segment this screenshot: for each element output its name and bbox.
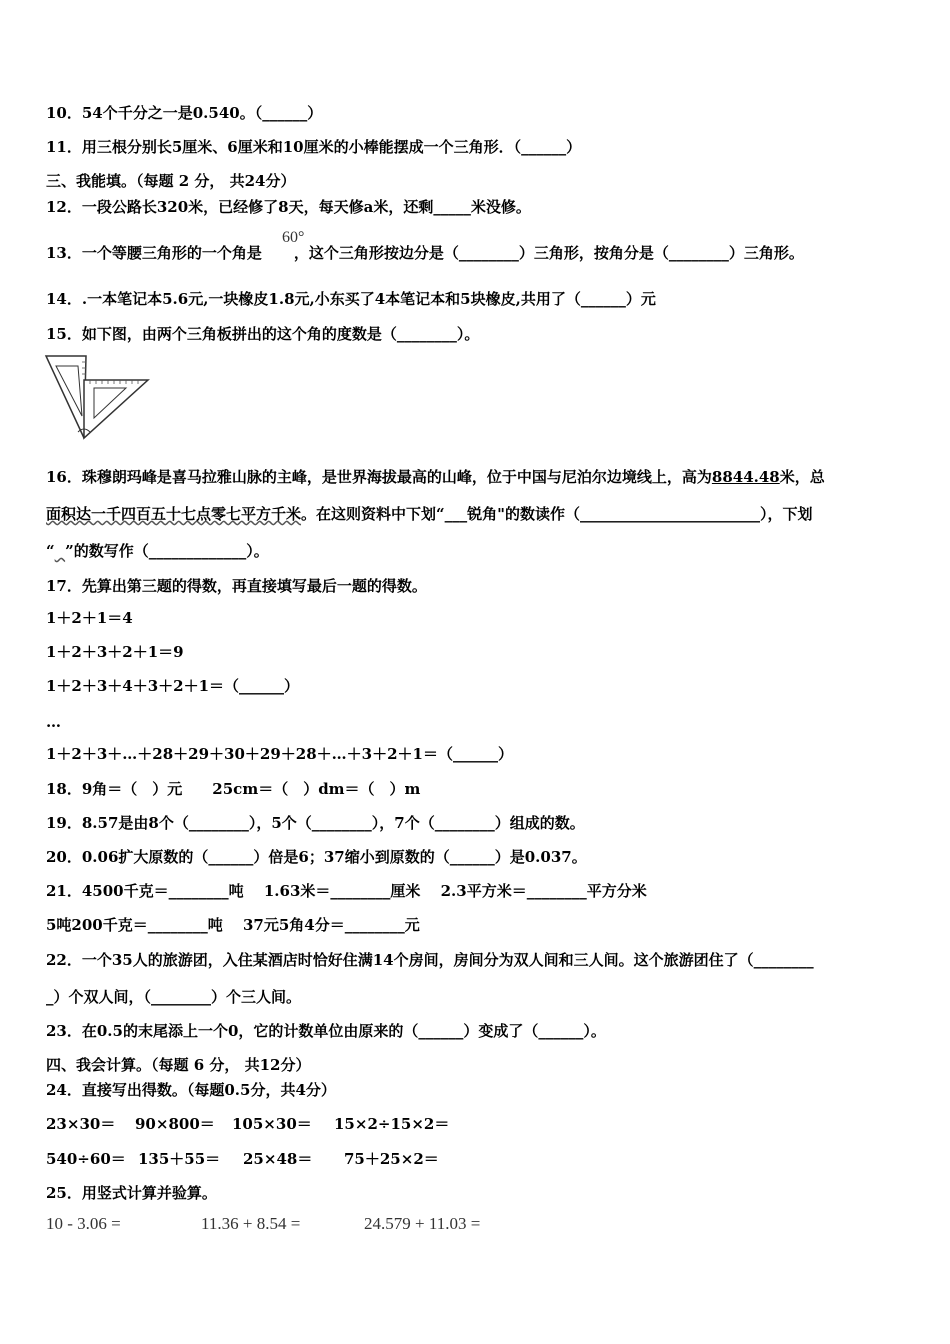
question-16-line-1 <box>46 467 825 487</box>
open-quote: “ <box>46 542 55 560</box>
vertical-calc-3: 24.579 + 11.03 = <box>364 1214 481 1233</box>
wavy-mark <box>55 542 65 560</box>
section-3-heading: 三、我能填。（每题 2 分， 共24分） <box>46 172 296 190</box>
q17-expression-3: 1＋2＋3＋4＋3＋2＋1＝（______） <box>46 677 300 695</box>
angle-60-degree: 60° <box>282 229 305 246</box>
q17-ellipsis: … <box>46 713 61 731</box>
calc-item: 25×48＝ <box>243 1150 313 1168</box>
question-22-line-2: _）个双人间，（________）个三人间。 <box>46 988 302 1006</box>
question-21-line-2: 5吨200千克＝________吨 37元5角4分＝________元 <box>46 916 420 934</box>
calc-item: 90×800＝ <box>135 1115 215 1133</box>
vertical-calc-1: 10 - 3.06 = <box>46 1214 121 1233</box>
question-18: 18．9角＝（ ）元 25cm＝（ ）dm＝（ ）m <box>46 780 421 798</box>
question-12: 12．一段公路长320米，已经修了8天，每天修a米，还剩_____米没修。 <box>46 198 531 216</box>
question-13-suffix: ，这个三角形按边分是（________）三角形，按角分是（________）三角形。 <box>293 244 804 262</box>
question-19: 19．8.57是由8个（________），5个（________），7个（________）组成的数。 <box>46 814 585 832</box>
question-10: 10．54个千分之一是0.540。（______） <box>46 104 323 122</box>
question-16-line-3 <box>46 541 269 561</box>
q17-expression-2: 1＋2＋3＋2＋1＝9 <box>46 643 184 661</box>
question-14: 14．.一本笔记本5.6元,一块橡皮1.8元,小东买了4本笔记本和5块橡皮,共用了（______）元 <box>46 290 656 308</box>
calc-item: 135＋55＝ <box>138 1150 221 1168</box>
calc-item: 15×2÷15×2＝ <box>334 1115 450 1133</box>
question-13-prefix: 13．一个等腰三角形的一个角是 <box>46 244 262 262</box>
question-25: 25．用竖式计算并验算。 <box>46 1184 217 1202</box>
question-20: 20．0.06扩大原数的（______）倍是6；37缩小到原数的（______）是0.037。 <box>46 848 587 866</box>
question-16-line-3-text: ”的数写作（_____________）。 <box>65 542 269 560</box>
question-17: 17．先算出第三题的得数，再直接填写最后一题的得数。 <box>46 577 427 595</box>
vertical-calc-2: 11.36 + 8.54 = <box>201 1214 301 1233</box>
calc-item: 75＋25×2＝ <box>344 1150 439 1168</box>
question-23: 23．在0.5的末尾添上一个0，它的计数单位由原来的（______）变成了（______）。 <box>46 1022 606 1040</box>
wavy-underlined-text: 面积达一千四百五十七点零七平方千米 <box>46 505 302 523</box>
question-13 <box>46 243 804 263</box>
question-16-text: 16．珠穆朗玛峰是喜马拉雅山脉的主峰，是世界海拔最高的山峰，位于中国与尼泊尔边境线上，高为 <box>46 468 712 486</box>
question-11: 11．用三根分别长5厘米、6厘米和10厘米的小棒能摆成一个三角形．（______） <box>46 138 582 156</box>
triangle-rulers-figure <box>44 354 150 440</box>
calc-item: 23×30＝ <box>46 1115 116 1133</box>
question-16-line-2-text: 。在这则资料中下划“___锐角"的数读作（________________________），下划 <box>301 505 813 523</box>
underlined-number: 8844.48 <box>711 468 780 486</box>
question-15: 15．如下图，由两个三角板拼出的这个角的度数是（________）。 <box>46 325 480 343</box>
q17-expression-1: 1＋2＋1＝4 <box>46 609 133 627</box>
q17-expression-5: 1＋2＋3＋…＋28＋29＋30＋29＋28＋…＋3＋2＋1＝（______） <box>46 745 513 763</box>
calc-item: 540÷60＝ <box>46 1150 126 1168</box>
question-16-line-2 <box>46 504 812 524</box>
question-21-line-1: 21．4500千克＝________吨 1.63米＝________厘米 2.3平方米＝________平方分米 <box>46 882 647 900</box>
question-24: 24．直接写出得数。（每题0.5分，共4分） <box>46 1081 336 1099</box>
question-16-text-end: 米，总 <box>779 468 825 486</box>
section-4-heading: 四、我会计算。（每题 6 分， 共12分） <box>46 1056 311 1074</box>
question-22-line-1: 22．一个35人的旅游团，入住某酒店时恰好住满14个房间，房间分为双人间和三人间。这个旅游团住了（________ <box>46 951 814 969</box>
calc-item: 105×30＝ <box>232 1115 312 1133</box>
